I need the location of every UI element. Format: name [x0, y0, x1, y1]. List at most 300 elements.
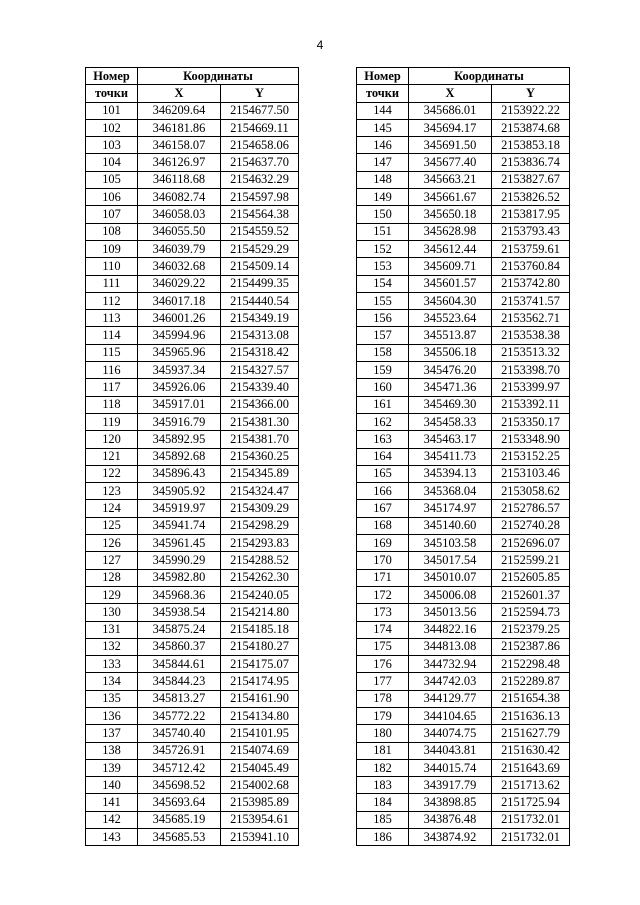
- table-row: [357, 794, 570, 811]
- x-coordinate-cell: 346209.64: [138, 102, 221, 119]
- point-number-cell: 186: [357, 829, 409, 846]
- point-number-cell: 136: [86, 707, 138, 724]
- table-row: [357, 500, 570, 517]
- x-coordinate-cell: 345994.96: [138, 327, 221, 344]
- y-coordinate-cell: 2153874.68: [492, 119, 570, 136]
- table-row: [357, 154, 570, 171]
- point-number-cell: 134: [86, 673, 138, 690]
- x-coordinate-cell: 346058.03: [138, 206, 221, 223]
- x-coordinate-cell: 344742.03: [409, 673, 492, 690]
- table-row: [357, 483, 570, 500]
- y-coordinate-cell: 2151732.01: [492, 811, 570, 828]
- y-coordinate-cell: 2154440.54: [221, 292, 299, 309]
- point-number-cell: 180: [357, 725, 409, 742]
- x-coordinate-cell: 343876.48: [409, 811, 492, 828]
- point-number-cell: 182: [357, 759, 409, 776]
- point-number-cell: 140: [86, 777, 138, 794]
- y-coordinate-cell: 2153348.90: [492, 431, 570, 448]
- point-number-cell: 125: [86, 517, 138, 534]
- x-coordinate-cell: 344129.77: [409, 690, 492, 707]
- y-coordinate-cell: 2153741.57: [492, 292, 570, 309]
- y-column-header: Y: [492, 85, 570, 102]
- x-coordinate-cell: 345941.74: [138, 517, 221, 534]
- x-coordinate-cell: 345968.36: [138, 586, 221, 603]
- coordinates-table-right: [356, 67, 570, 846]
- point-number-cell: 166: [357, 483, 409, 500]
- point-number-cell: 101: [86, 102, 138, 119]
- point-number-cell: 172: [357, 586, 409, 603]
- x-coordinate-cell: 345685.53: [138, 829, 221, 846]
- x-coordinate-cell: 345686.01: [409, 102, 492, 119]
- x-coordinate-cell: 345677.40: [409, 154, 492, 171]
- point-number-cell: 175: [357, 638, 409, 655]
- y-coordinate-cell: 2153793.43: [492, 223, 570, 240]
- y-coordinate-cell: 2153538.38: [492, 327, 570, 344]
- y-coordinate-cell: 2154324.47: [221, 483, 299, 500]
- y-coordinate-cell: 2152289.87: [492, 673, 570, 690]
- x-coordinate-cell: 345919.97: [138, 500, 221, 517]
- x-coordinate-cell: 346118.68: [138, 171, 221, 188]
- y-coordinate-cell: 2152601.37: [492, 586, 570, 603]
- table-row: [86, 189, 299, 206]
- table-row: [86, 431, 299, 448]
- point-number-cell: 185: [357, 811, 409, 828]
- table-row: [357, 344, 570, 361]
- y-coordinate-cell: 2152605.85: [492, 569, 570, 586]
- table-row: [357, 310, 570, 327]
- table-row: [86, 638, 299, 655]
- point-number-cell: 113: [86, 310, 138, 327]
- table-row: [86, 344, 299, 361]
- point-number-cell: 163: [357, 431, 409, 448]
- y-coordinate-cell: 2154509.14: [221, 258, 299, 275]
- point-number-cell: 114: [86, 327, 138, 344]
- table-row: [357, 604, 570, 621]
- y-coordinate-cell: 2154381.70: [221, 431, 299, 448]
- y-coordinate-cell: 2153985.89: [221, 794, 299, 811]
- point-number-header-line2: точки: [86, 85, 138, 102]
- x-coordinate-cell: 345982.80: [138, 569, 221, 586]
- y-coordinate-cell: 2154597.98: [221, 189, 299, 206]
- x-coordinate-cell: 346032.68: [138, 258, 221, 275]
- point-number-header-line2: точки: [357, 85, 409, 102]
- x-coordinate-cell: 345965.96: [138, 344, 221, 361]
- x-coordinate-cell: 344732.94: [409, 656, 492, 673]
- table-row: [357, 829, 570, 846]
- point-number-header-line1: Номер: [86, 68, 138, 85]
- point-number-cell: 120: [86, 431, 138, 448]
- y-coordinate-cell: 2152786.57: [492, 500, 570, 517]
- y-coordinate-cell: 2152594.73: [492, 604, 570, 621]
- y-coordinate-cell: 2151713.62: [492, 777, 570, 794]
- table-row: [86, 465, 299, 482]
- y-coordinate-cell: 2151630.42: [492, 742, 570, 759]
- table-row: [357, 517, 570, 534]
- x-coordinate-cell: 343874.92: [409, 829, 492, 846]
- table-row: [86, 811, 299, 828]
- table-row: [357, 707, 570, 724]
- point-number-cell: 176: [357, 656, 409, 673]
- point-number-cell: 177: [357, 673, 409, 690]
- coordinates-header: Координаты: [138, 68, 299, 85]
- x-coordinate-cell: 345368.04: [409, 483, 492, 500]
- x-coordinate-cell: 345916.79: [138, 413, 221, 430]
- y-coordinate-cell: 2151654.38: [492, 690, 570, 707]
- table-row: [357, 258, 570, 275]
- point-number-cell: 135: [86, 690, 138, 707]
- table-row: [357, 206, 570, 223]
- x-coordinate-cell: 345772.22: [138, 707, 221, 724]
- x-coordinate-cell: 344813.08: [409, 638, 492, 655]
- x-coordinate-cell: 346181.86: [138, 119, 221, 136]
- x-coordinate-cell: 345006.08: [409, 586, 492, 603]
- x-coordinate-cell: 344822.16: [409, 621, 492, 638]
- y-coordinate-cell: 2153941.10: [221, 829, 299, 846]
- x-coordinate-cell: 345663.21: [409, 171, 492, 188]
- y-coordinate-cell: 2152599.21: [492, 552, 570, 569]
- table-row: [86, 448, 299, 465]
- x-coordinate-cell: 345523.64: [409, 310, 492, 327]
- coordinates-header: Координаты: [409, 68, 570, 85]
- x-coordinate-cell: 345661.67: [409, 189, 492, 206]
- point-number-cell: 105: [86, 171, 138, 188]
- point-number-cell: 146: [357, 137, 409, 154]
- x-coordinate-cell: 345604.30: [409, 292, 492, 309]
- y-coordinate-cell: 2154313.08: [221, 327, 299, 344]
- point-number-cell: 109: [86, 240, 138, 257]
- y-coordinate-cell: 2153827.67: [492, 171, 570, 188]
- table-row: [86, 119, 299, 136]
- x-coordinate-cell: 345612.44: [409, 240, 492, 257]
- x-coordinate-cell: 345013.56: [409, 604, 492, 621]
- y-coordinate-cell: 2151627.79: [492, 725, 570, 742]
- table-row: [357, 119, 570, 136]
- x-coordinate-cell: 346001.26: [138, 310, 221, 327]
- point-number-cell: 124: [86, 500, 138, 517]
- table-row: [86, 794, 299, 811]
- point-number-cell: 181: [357, 742, 409, 759]
- table-row: [86, 500, 299, 517]
- y-coordinate-cell: 2151725.94: [492, 794, 570, 811]
- x-coordinate-cell: 345892.68: [138, 448, 221, 465]
- y-coordinate-cell: 2154637.70: [221, 154, 299, 171]
- y-coordinate-cell: 2154298.29: [221, 517, 299, 534]
- point-number-cell: 110: [86, 258, 138, 275]
- point-number-cell: 119: [86, 413, 138, 430]
- y-coordinate-cell: 2154381.30: [221, 413, 299, 430]
- y-coordinate-cell: 2153399.97: [492, 379, 570, 396]
- point-number-cell: 104: [86, 154, 138, 171]
- page-number: 4: [316, 38, 324, 52]
- x-coordinate-cell: 346017.18: [138, 292, 221, 309]
- table-row: [86, 223, 299, 240]
- table-row: [357, 535, 570, 552]
- y-coordinate-cell: 2153350.17: [492, 413, 570, 430]
- x-coordinate-cell: 345693.64: [138, 794, 221, 811]
- y-coordinate-cell: 2153853.18: [492, 137, 570, 154]
- point-number-cell: 148: [357, 171, 409, 188]
- x-coordinate-cell: 345990.29: [138, 552, 221, 569]
- table-row: [86, 379, 299, 396]
- x-coordinate-cell: 345712.42: [138, 759, 221, 776]
- y-coordinate-cell: 2154327.57: [221, 362, 299, 379]
- point-number-cell: 147: [357, 154, 409, 171]
- y-coordinate-cell: 2154293.83: [221, 535, 299, 552]
- point-number-cell: 183: [357, 777, 409, 794]
- table-row: [357, 621, 570, 638]
- table-row: [357, 379, 570, 396]
- table-row: [357, 362, 570, 379]
- point-number-cell: 118: [86, 396, 138, 413]
- point-number-cell: 173: [357, 604, 409, 621]
- point-number-cell: 141: [86, 794, 138, 811]
- point-number-cell: 144: [357, 102, 409, 119]
- x-coordinate-cell: 345513.87: [409, 327, 492, 344]
- y-coordinate-cell: 2152740.28: [492, 517, 570, 534]
- point-number-cell: 162: [357, 413, 409, 430]
- x-column-header: X: [138, 85, 221, 102]
- point-number-cell: 159: [357, 362, 409, 379]
- table-row: [357, 759, 570, 776]
- table-row: [86, 656, 299, 673]
- table-row: [86, 621, 299, 638]
- table-row: [357, 638, 570, 655]
- point-number-cell: 130: [86, 604, 138, 621]
- y-coordinate-cell: 2154134.80: [221, 707, 299, 724]
- y-coordinate-cell: 2154349.19: [221, 310, 299, 327]
- table-row: [86, 742, 299, 759]
- table-row: [86, 517, 299, 534]
- table-row: [357, 465, 570, 482]
- table-row: [357, 240, 570, 257]
- y-coordinate-cell: 2154288.52: [221, 552, 299, 569]
- table-row: [86, 690, 299, 707]
- point-number-cell: 161: [357, 396, 409, 413]
- x-coordinate-cell: 345017.54: [409, 552, 492, 569]
- y-coordinate-cell: 2151732.01: [492, 829, 570, 846]
- point-number-cell: 143: [86, 829, 138, 846]
- x-coordinate-cell: 345463.17: [409, 431, 492, 448]
- x-coordinate-cell: 345698.52: [138, 777, 221, 794]
- point-number-cell: 149: [357, 189, 409, 206]
- point-number-cell: 179: [357, 707, 409, 724]
- x-column-header: X: [409, 85, 492, 102]
- x-coordinate-cell: 345892.95: [138, 431, 221, 448]
- y-coordinate-cell: 2154262.30: [221, 569, 299, 586]
- point-number-cell: 157: [357, 327, 409, 344]
- y-coordinate-cell: 2153922.22: [492, 102, 570, 119]
- x-coordinate-cell: 345685.19: [138, 811, 221, 828]
- x-coordinate-cell: 345609.71: [409, 258, 492, 275]
- x-coordinate-cell: 345394.13: [409, 465, 492, 482]
- table-row: [86, 137, 299, 154]
- x-coordinate-cell: 344074.75: [409, 725, 492, 742]
- table-row: [357, 811, 570, 828]
- x-coordinate-cell: 345010.07: [409, 569, 492, 586]
- point-number-cell: 160: [357, 379, 409, 396]
- x-coordinate-cell: 345469.30: [409, 396, 492, 413]
- x-coordinate-cell: 344104.65: [409, 707, 492, 724]
- y-coordinate-cell: 2153562.71: [492, 310, 570, 327]
- point-number-cell: 117: [86, 379, 138, 396]
- x-coordinate-cell: 346158.07: [138, 137, 221, 154]
- table-row: [86, 362, 299, 379]
- y-coordinate-cell: 2152387.86: [492, 638, 570, 655]
- table-row: [357, 275, 570, 292]
- table-row: [357, 413, 570, 430]
- point-number-cell: 106: [86, 189, 138, 206]
- point-number-cell: 170: [357, 552, 409, 569]
- y-coordinate-cell: 2153742.80: [492, 275, 570, 292]
- table-row: [86, 707, 299, 724]
- x-coordinate-cell: 345844.23: [138, 673, 221, 690]
- y-coordinate-cell: 2154677.50: [221, 102, 299, 119]
- y-coordinate-cell: 2154529.29: [221, 240, 299, 257]
- table-row: [357, 189, 570, 206]
- x-coordinate-cell: 345650.18: [409, 206, 492, 223]
- x-coordinate-cell: 345905.92: [138, 483, 221, 500]
- point-number-cell: 145: [357, 119, 409, 136]
- y-coordinate-cell: 2153954.61: [221, 811, 299, 828]
- table-row: [357, 552, 570, 569]
- table-row: [86, 396, 299, 413]
- table-row: [86, 829, 299, 846]
- y-coordinate-cell: 2154564.38: [221, 206, 299, 223]
- y-coordinate-cell: 2153760.84: [492, 258, 570, 275]
- x-coordinate-cell: 345726.91: [138, 742, 221, 759]
- x-coordinate-cell: 345938.54: [138, 604, 221, 621]
- point-number-cell: 129: [86, 586, 138, 603]
- y-coordinate-cell: 2154499.35: [221, 275, 299, 292]
- x-coordinate-cell: 345691.50: [409, 137, 492, 154]
- point-number-cell: 139: [86, 759, 138, 776]
- point-number-cell: 121: [86, 448, 138, 465]
- y-coordinate-cell: 2154180.27: [221, 638, 299, 655]
- table-row: [86, 483, 299, 500]
- table-row: [357, 223, 570, 240]
- y-coordinate-cell: 2153826.52: [492, 189, 570, 206]
- x-coordinate-cell: 345103.58: [409, 535, 492, 552]
- x-coordinate-cell: 345813.27: [138, 690, 221, 707]
- y-coordinate-cell: 2154185.18: [221, 621, 299, 638]
- y-coordinate-cell: 2152696.07: [492, 535, 570, 552]
- x-coordinate-cell: 345896.43: [138, 465, 221, 482]
- y-coordinate-cell: 2154240.05: [221, 586, 299, 603]
- table-row: [86, 171, 299, 188]
- x-coordinate-cell: 345844.61: [138, 656, 221, 673]
- y-coordinate-cell: 2153398.70: [492, 362, 570, 379]
- point-number-cell: 108: [86, 223, 138, 240]
- x-coordinate-cell: 344015.74: [409, 759, 492, 776]
- y-coordinate-cell: 2153392.11: [492, 396, 570, 413]
- table-row: [357, 725, 570, 742]
- x-coordinate-cell: 346082.74: [138, 189, 221, 206]
- y-coordinate-cell: 2153759.61: [492, 240, 570, 257]
- point-number-cell: 128: [86, 569, 138, 586]
- y-coordinate-cell: 2154175.07: [221, 656, 299, 673]
- point-number-cell: 122: [86, 465, 138, 482]
- table-row: [86, 154, 299, 171]
- point-number-cell: 169: [357, 535, 409, 552]
- point-number-cell: 137: [86, 725, 138, 742]
- x-coordinate-cell: 346029.22: [138, 275, 221, 292]
- x-coordinate-cell: 343917.79: [409, 777, 492, 794]
- point-number-cell: 158: [357, 344, 409, 361]
- table-row: [86, 292, 299, 309]
- y-coordinate-cell: 2151643.69: [492, 759, 570, 776]
- x-coordinate-cell: 346055.50: [138, 223, 221, 240]
- table-row: [357, 102, 570, 119]
- point-number-cell: 164: [357, 448, 409, 465]
- y-coordinate-cell: 2154669.11: [221, 119, 299, 136]
- table-row: [86, 413, 299, 430]
- x-coordinate-cell: 345506.18: [409, 344, 492, 361]
- x-coordinate-cell: 345471.36: [409, 379, 492, 396]
- point-number-cell: 154: [357, 275, 409, 292]
- y-coordinate-cell: 2151636.13: [492, 707, 570, 724]
- x-coordinate-cell: 345860.37: [138, 638, 221, 655]
- point-number-cell: 126: [86, 535, 138, 552]
- point-number-cell: 167: [357, 500, 409, 517]
- y-coordinate-cell: 2154045.49: [221, 759, 299, 776]
- table-row: [86, 586, 299, 603]
- point-number-cell: 133: [86, 656, 138, 673]
- x-coordinate-cell: 343898.85: [409, 794, 492, 811]
- table-row: [357, 327, 570, 344]
- y-coordinate-cell: 2154345.89: [221, 465, 299, 482]
- point-number-cell: 156: [357, 310, 409, 327]
- table-row: [357, 137, 570, 154]
- point-number-cell: 165: [357, 465, 409, 482]
- table-row: [86, 535, 299, 552]
- coordinates-table-left: [85, 67, 299, 846]
- y-coordinate-cell: 2154074.69: [221, 742, 299, 759]
- y-coordinate-cell: 2153817.95: [492, 206, 570, 223]
- y-coordinate-cell: 2154161.90: [221, 690, 299, 707]
- point-number-cell: 102: [86, 119, 138, 136]
- y-coordinate-cell: 2154002.68: [221, 777, 299, 794]
- y-coordinate-cell: 2153836.74: [492, 154, 570, 171]
- x-coordinate-cell: 345411.73: [409, 448, 492, 465]
- table-row: [86, 673, 299, 690]
- point-number-cell: 132: [86, 638, 138, 655]
- table-row: [86, 258, 299, 275]
- y-coordinate-cell: 2153513.32: [492, 344, 570, 361]
- table-row: [357, 171, 570, 188]
- point-number-cell: 123: [86, 483, 138, 500]
- point-number-cell: 116: [86, 362, 138, 379]
- x-coordinate-cell: 345601.57: [409, 275, 492, 292]
- point-number-header-line1: Номер: [357, 68, 409, 85]
- table-row: [86, 327, 299, 344]
- y-column-header: Y: [221, 85, 299, 102]
- y-coordinate-cell: 2154632.29: [221, 171, 299, 188]
- table-row: [357, 292, 570, 309]
- point-number-cell: 184: [357, 794, 409, 811]
- y-coordinate-cell: 2154658.06: [221, 137, 299, 154]
- table-row: [86, 604, 299, 621]
- point-number-cell: 142: [86, 811, 138, 828]
- point-number-cell: 155: [357, 292, 409, 309]
- x-coordinate-cell: 345961.45: [138, 535, 221, 552]
- x-coordinate-cell: 345926.06: [138, 379, 221, 396]
- x-coordinate-cell: 346039.79: [138, 240, 221, 257]
- table-row: [86, 310, 299, 327]
- point-number-cell: 174: [357, 621, 409, 638]
- table-row: [86, 240, 299, 257]
- table-row: [357, 673, 570, 690]
- table-row: [357, 690, 570, 707]
